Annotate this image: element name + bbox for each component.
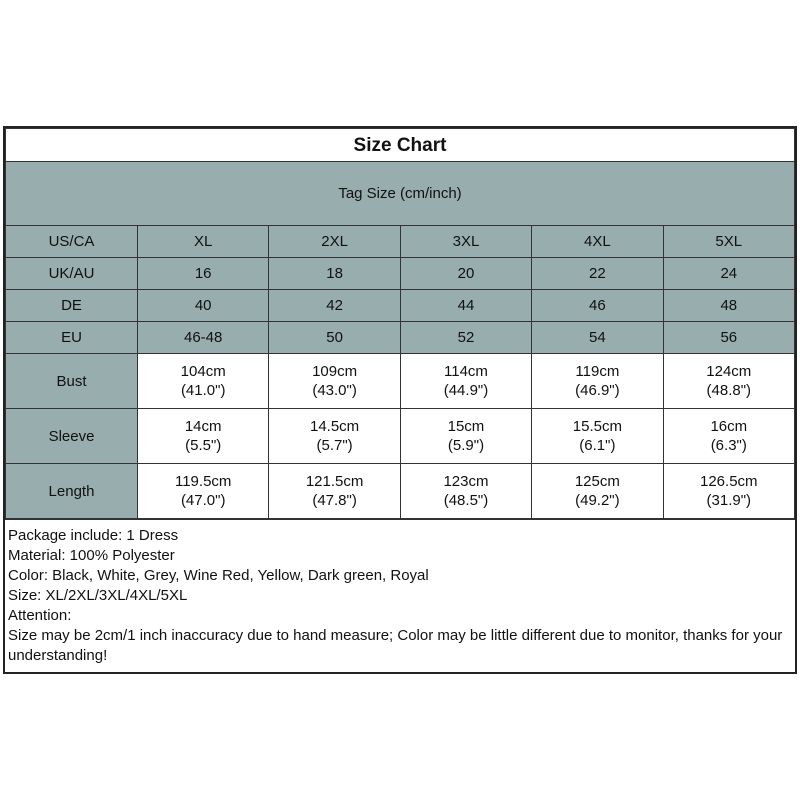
row-label: UK/AU [6, 258, 138, 290]
measure-cm: 114cm [444, 363, 488, 380]
note-line: Package include: 1 Dress [8, 527, 179, 544]
product-notes [5, 519, 795, 672]
size-chart-table [5, 128, 795, 519]
row-label: EU [6, 322, 138, 354]
measure-cm: 124cm [706, 363, 752, 380]
measure-cell [663, 354, 794, 409]
note-line: Size: XL/2XL/3XL/4XL/5XL [8, 587, 188, 604]
measure-cm: 126.5cm [700, 473, 758, 490]
size-cell: 44 [400, 290, 531, 322]
measure-cm: 121.5cm [305, 473, 364, 490]
measure-inch: (5.9") [447, 437, 485, 454]
size-cell: 46 [532, 290, 663, 322]
measure-cell [269, 464, 400, 519]
size-cell: 2XL [269, 226, 400, 258]
size-row [6, 322, 795, 354]
measure-cm: 14cm [184, 418, 222, 435]
size-row [6, 258, 795, 290]
measure-inch: (41.0") [180, 382, 226, 399]
size-chart [3, 126, 797, 674]
measure-cm: 109cm [312, 363, 358, 380]
size-cell: 50 [269, 322, 400, 354]
measure-inch: (5.5") [185, 437, 222, 454]
size-cell: 4XL [532, 226, 663, 258]
measure-cm: 104cm [180, 363, 226, 380]
note-line: Color: Black, White, Grey, Wine Red, Yellow, Dark green, Royal [8, 567, 429, 584]
measure-inch: (6.1") [579, 437, 616, 454]
measure-cell [138, 354, 269, 409]
measure-cell [400, 354, 531, 409]
size-cell: 22 [532, 258, 663, 290]
size-cell: XL [138, 226, 269, 258]
size-row [6, 226, 795, 258]
row-label: Length [6, 464, 138, 519]
measure-inch: (49.2") [575, 492, 620, 509]
measure-cell [400, 464, 531, 519]
size-cell: 48 [663, 290, 794, 322]
measure-cell [663, 409, 794, 464]
measure-row [6, 354, 795, 409]
note-line: Attention: [8, 607, 72, 624]
note-line: Material: 100% Polyester [8, 547, 175, 564]
size-cell: 52 [400, 322, 531, 354]
size-cell: 16 [138, 258, 269, 290]
size-row [6, 290, 795, 322]
tag-size-header: Tag Size (cm/inch) [6, 162, 795, 226]
measure-cell [400, 409, 531, 464]
measure-cell [663, 464, 794, 519]
measure-inch: (47.8") [312, 492, 357, 509]
note-line: Size may be 2cm/1 inch inaccuracy due to hand measure; Color may be little different due to monitor, thanks for your understanding! [8, 627, 783, 664]
measure-cm: 125cm [574, 473, 620, 490]
size-cell: 3XL [400, 226, 531, 258]
measure-row [6, 464, 795, 519]
measure-inch: (48.5") [443, 492, 489, 509]
row-label: Bust [6, 354, 138, 409]
size-cell: 40 [138, 290, 269, 322]
measure-cm: 119.5cm [174, 473, 232, 490]
size-cell: 20 [400, 258, 531, 290]
measure-cm: 119cm [575, 363, 620, 380]
size-cell: 56 [663, 322, 794, 354]
measure-inch: (6.3") [710, 437, 747, 454]
measure-cell [532, 464, 663, 519]
measure-cell [138, 409, 269, 464]
row-label: Sleeve [6, 409, 138, 464]
size-cell: 5XL [663, 226, 794, 258]
measure-cell [269, 409, 400, 464]
row-label: DE [6, 290, 138, 322]
measure-cm: 15cm [447, 418, 485, 435]
measure-cm: 14.5cm [309, 418, 360, 435]
measure-cell [532, 409, 663, 464]
measure-cell [138, 464, 269, 519]
row-label: US/CA [6, 226, 138, 258]
measure-inch: (47.0") [180, 492, 226, 509]
measure-inch: (43.0") [312, 382, 357, 399]
measure-inch: (48.8") [706, 382, 752, 399]
measure-inch: (46.9") [575, 382, 620, 399]
measure-inch: (5.7") [316, 437, 353, 454]
chart-title: Size Chart [6, 129, 795, 162]
measure-cm: 123cm [443, 473, 489, 490]
measure-cm: 16cm [710, 418, 748, 435]
size-cell: 46-48 [138, 322, 269, 354]
size-cell: 54 [532, 322, 663, 354]
measure-inch: (31.9") [706, 492, 752, 509]
size-cell: 42 [269, 290, 400, 322]
size-cell: 18 [269, 258, 400, 290]
measure-row [6, 409, 795, 464]
measure-cm: 15.5cm [572, 418, 622, 435]
measure-inch: (44.9") [443, 382, 489, 399]
size-cell: 24 [663, 258, 794, 290]
measure-cell [269, 354, 400, 409]
measure-cell [532, 354, 663, 409]
